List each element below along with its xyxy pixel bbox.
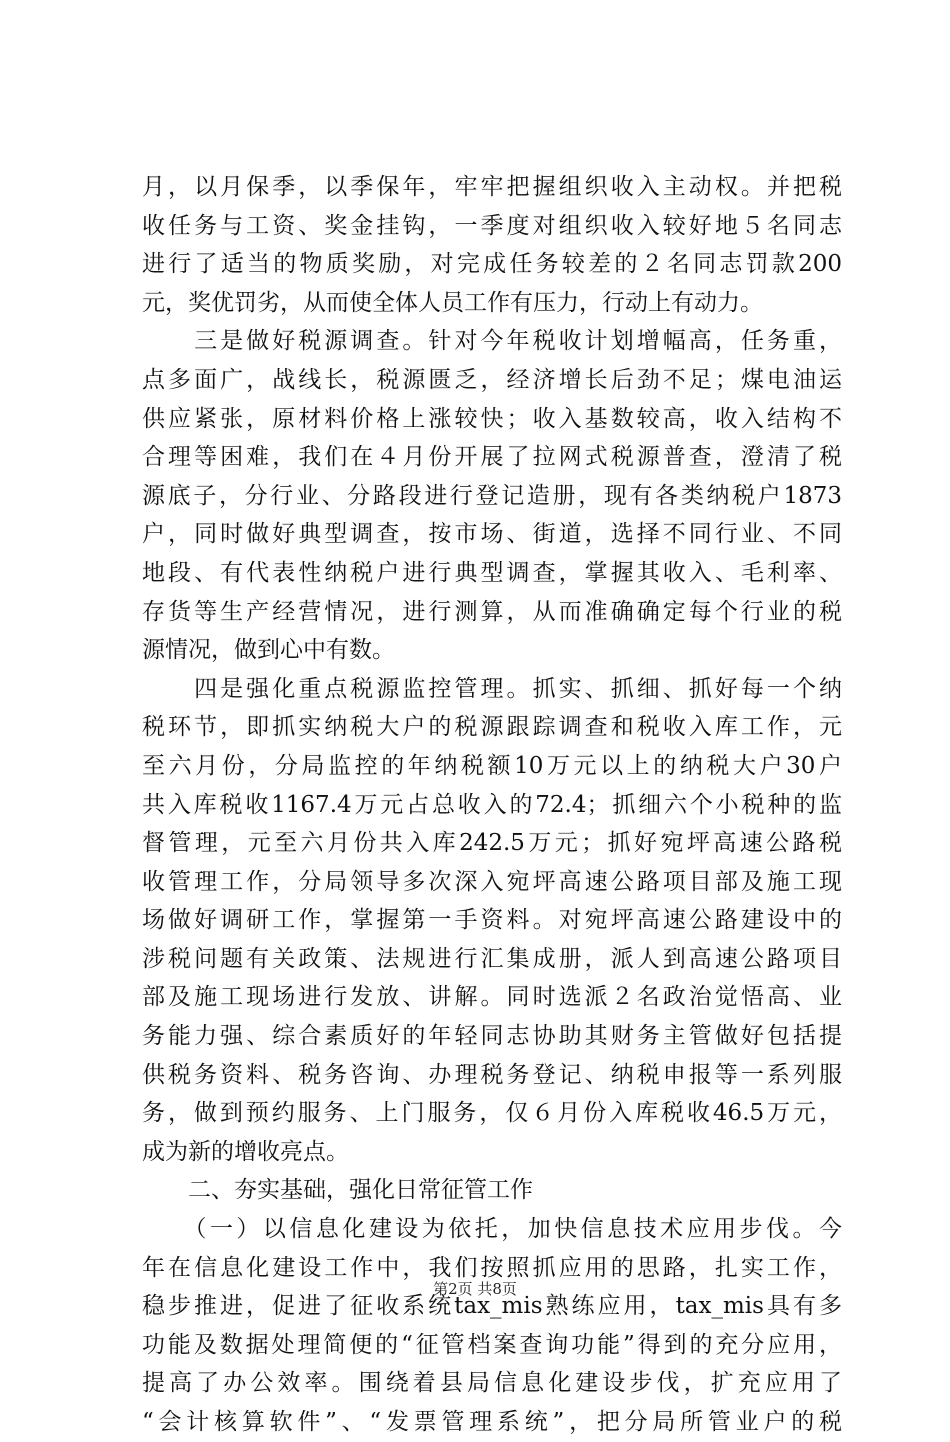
text-line: 存货等生产经营情况，进行测算，从而准确确定每个行业的税 <box>142 598 842 625</box>
text-line: 共入库税收1167.4万元占总收入的72.4；抓细六个小税种的监 <box>142 791 842 818</box>
text-line: 税环节，即抓实纳税大户的税源跟踪调查和税收入库工作，元 <box>142 714 842 741</box>
page-footer: 第2页 共8页 <box>433 1280 517 1298</box>
text-line: 户，同时做好典型调查，按市场、街道，选择不同行业、不同 <box>142 521 842 548</box>
document-body <box>142 168 842 1442</box>
text-line: 三是做好税源调查。针对今年税收计划增幅高，任务重， <box>142 328 842 355</box>
text-line: 月，以月保季，以季保年，牢牢把握组织收入主动权。并把税 <box>142 174 842 200</box>
text-line: 收管理工作，分局领导多次深入宛坪高速公路项目部及施工现 <box>142 868 842 895</box>
text-line: 涉税问题有关政策、法规进行汇集成册，派人到高速公路项目 <box>142 945 842 972</box>
text-line: 场做好调研工作，掌握第一手资料。对宛坪高速公路建设中的 <box>142 907 842 934</box>
text-line: 至六月份，分局监控的年纳税额10万元以上的纳税大户30户 <box>142 752 842 779</box>
text-line: （一）以信息化建设为依托，加快信息技术应用步伐。今 <box>142 1216 842 1243</box>
text-line: “会计核算软件”、“发票管理系统”，把分局所管业户的税 <box>142 1409 842 1435</box>
text-line: 提高了办公效率。围绕着县局信息化建设步伐，扩充应用了 <box>142 1370 842 1397</box>
text-line: 四是强化重点税源监控管理。抓实、抓细、抓好每一个纳 <box>142 675 842 702</box>
text-line: 元，奖优罚劣，从而使全体人员工作有压力，行动上有动力。 <box>142 289 763 316</box>
text-line: 供应紧张，原材料价格上涨较快；收入基数较高，收入结构不 <box>142 405 842 432</box>
text-line: 源底子，分行业、分路段进行登记造册，现有各类纳税户1873 <box>142 482 842 509</box>
text-line: 稳步推进，促进了征收系统tax_mis熟练应用，tax_mis具有多 <box>142 1293 842 1320</box>
text-line: 合理等困难，我们在４月份开展了拉网式税源普查，澄清了税 <box>142 444 842 471</box>
text-line: 务，做到预约服务、上门服务，仅６月份入库税收46.5万元， <box>142 1100 842 1127</box>
text-line: 年在信息化建设工作中，我们按照抓应用的思路，扎实工作， <box>142 1254 842 1281</box>
text-line: 地段、有代表性纳税户进行典型调查，掌握其收入、毛利率、 <box>142 559 842 586</box>
text-line: 进行了适当的物质奖励，对完成任务较差的２名同志罚款200 <box>142 251 842 278</box>
text-line: 务能力强、综合素质好的年轻同志协助其财务主管做好包括提 <box>142 1023 842 1050</box>
text-line: 收任务与工资、奖金挂钩，一季度对组织收入较好地５名同志 <box>142 212 842 239</box>
text-line: 点多面广，战线长，税源匮乏，经济增长后劲不足；煤电油运 <box>142 366 842 393</box>
text-line: 供税务资料、税务咨询、办理税务登记、纳税申报等一系列服 <box>142 1061 842 1088</box>
text-line: 功能及数据处理简便的“征管档案查询功能”得到的充分应用， <box>142 1331 842 1358</box>
text-line: 部及施工现场进行发放、讲解。同时选派２名政治觉悟高、业 <box>142 984 842 1011</box>
text-line: 源情况，做到心中有数。 <box>142 637 395 664</box>
text-line: 督管理，元至六月份共入库242.5万元；抓好宛坪高速公路税 <box>142 830 842 857</box>
text-line: 成为新的增收亮点。 <box>142 1138 349 1165</box>
text-line: 二、夯实基础，强化日常征管工作 <box>142 1177 533 1204</box>
